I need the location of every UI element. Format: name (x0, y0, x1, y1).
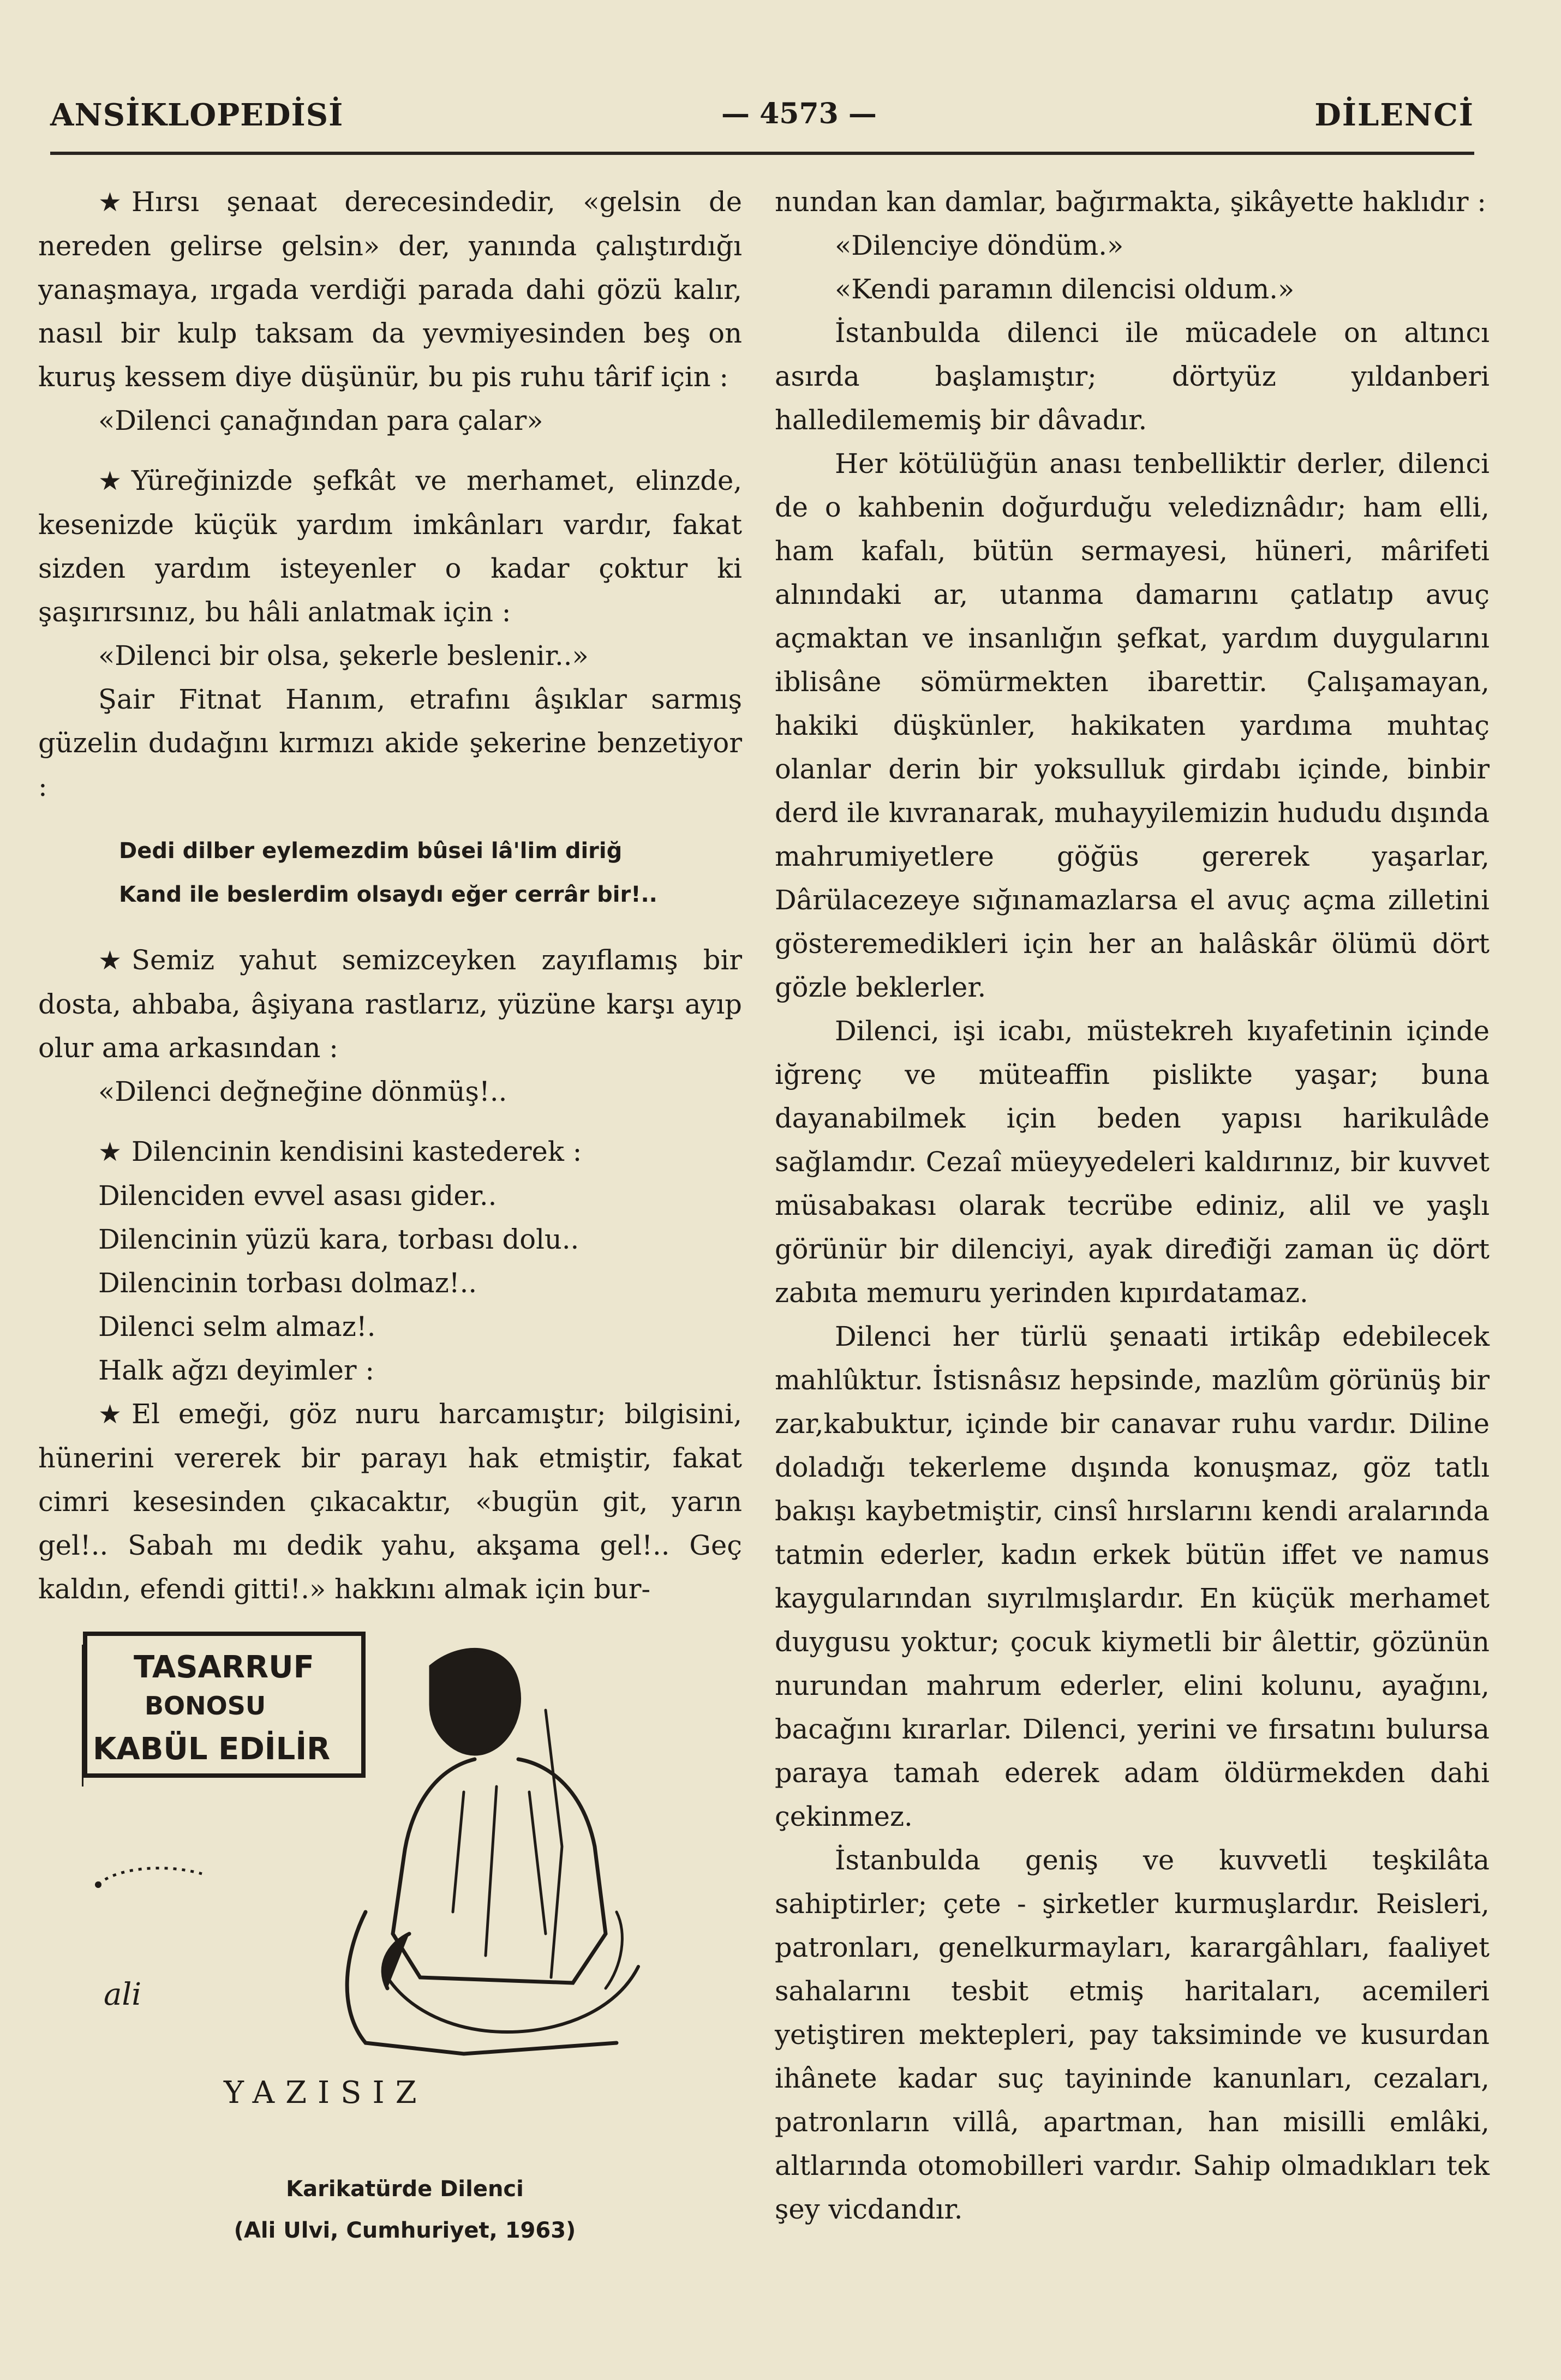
saying: Dilenci selm almaz!. (98, 1311, 376, 1342)
paragraph: ★ Dilencinin kendisini kastederek : (38, 1130, 742, 1174)
quote: «Dilenci değneğine dönmüş!.. (98, 1076, 507, 1107)
saying: Halk ağzı deyimler : (98, 1354, 374, 1386)
page-number: — 4573 — (721, 97, 877, 130)
running-head (50, 97, 1474, 135)
paragraph: Her kötülüğün anası tenbelliktir derler, dilenci de o kahbenin doğurduğu velediznâdır; ham elli, ham kafalı, bütün sermayesi, hüneri, mârifeti alnındaki ar, utanma damarını çatlatıp avuç açmaktan ve insanlığın şefkat, yardım duygularını iblisâne sömürmekten ibarettir. Çalışamayan, hakiki düşkünler, hakikaten yardıma muhtaç olanlar derin bir yoksulluk girdabı içinde, binbir derd ile kıvranarak, muhayyilemizin hududu dışında mahrumiyetlere göğüs gererek yaşarlar, Dârülacezeye sığınamazlarsa el avuç açma zilletini gösteremedikleri için her an halâskâr ölümü dört gözle beklerler. (775, 448, 1490, 1003)
poem-line: Kand ile beslerdim olsaydı eğer cerrâr bir!.. (119, 882, 657, 907)
cartoon-caption (50, 2168, 759, 2251)
cartoonist-signature: ali (104, 1977, 142, 2012)
header-rule (50, 152, 1474, 155)
saying: Dilenciden evvel asası gider.. (98, 1180, 497, 1212)
star-icon: ★ (98, 945, 122, 976)
star-icon: ★ (98, 1399, 122, 1430)
paragraph: ★ El emeği, göz nuru harcamıştır; bilgisini, hünerini vererek bir parayı hak etmiştir, fakat cimri kesesinden çıkacaktır, «bugün git, yarın gel!.. Sabah mı dedik yahu, akşama gel!.. Geç kaldın, efendi gitti!.» hakkını almak için bur- (38, 1392, 742, 1611)
left-column (38, 180, 742, 1611)
cartoon-word: YAZISIZ (224, 2075, 428, 2111)
saying: Dilencinin yüzü kara, torbası dolu.. (98, 1224, 579, 1255)
paragraph: ★ Semiz yahut semizceyken zayıflamış bir dosta, ahbaba, âşiyana rastlarız, yüzüne karşı ayıp olur ama arkasından : (38, 938, 742, 1070)
paragraph: İstanbulda dilenci ile mücadele on altıncı asırda başlamıştır; dörtyüz yıldanberi halledilememiş bir dâvadır. (775, 317, 1490, 436)
cartoon-illustration (82, 1628, 731, 2141)
star-icon: ★ (98, 1137, 122, 1167)
right-column (775, 180, 1490, 2231)
sign-line: KABÜL EDİLİR (93, 1731, 331, 1767)
quote: «Dilenci çanağından para çalar» (98, 405, 543, 436)
paragraph: nundan kan damlar, bağırmakta, şikâyette haklıdır : (775, 186, 1486, 218)
caption-title: Karikatürde Dilenci (286, 2177, 524, 2202)
quote: «Dilenciye döndüm.» (835, 230, 1124, 261)
sign-line: BONOSU (145, 1691, 266, 1720)
paragraph: İstanbulda geniş ve kuvvetli teşkilâta sahiptirler; çete - şirketler kurmuşlardır. Reisleri, patronları, genelkurmayları, karargâhları, faaliyet sahalarını tesbit etmiş haritaları, acemileri yetiştiren mektepleri, pay taksiminde ve kusurdan ihânete kadar suç tayininde kanunları, cezaları, patronların villâ, apartman, han misilli emlâki, altlarında otomobilleri vardır. Sahip olmadıkları tek şey vicdandır. (775, 1844, 1490, 2225)
header-entry-word: DİLENCİ (1314, 97, 1474, 133)
paragraph: ★ Yüreğinizde şefkât ve merhamet, elinzde, kesenizde küçük yardım imkânları vardır, fakat sizden yardım isteyenler o kadar çoktur ki şaşırırsınız, bu hâli anlatmak için : (38, 459, 742, 634)
paragraph: Dilenci her türlü şenaati irtikâp edebilecek mahlûktur. İstisnâsız hepsinde, mazlûm görünüş bir zar,kabuktur, içinde bir canavar ruhu vardır. Diline doladığı tekerleme dışında konuşmaz, göz tatlı bakışı kaybetmiştir, cinsî hırslarını kendi aralarında tatmin ederler, kadın erkek bütün iffet ve namus kaygularından sıyrılmışlardır. En küçük merhamet duygusu yoktur; çocuk kiymetli bir âlettir, gözünün nurundan mahrum ederler, elini kolunu, ayağını, bacağını kırarlar. Dilenci, yerini ve fırsatını bulursa paraya tamah ederek adam öldürmekden dahi çekinmez. (775, 1321, 1490, 1832)
sign-board (82, 1634, 363, 1787)
beggar-figure (347, 1650, 638, 2054)
poem (119, 829, 742, 916)
caption-source: (Ali Ulvi, Cumhuriyet, 1963) (234, 2218, 576, 2243)
saying: Dilencinin torbası dolmaz!.. (98, 1267, 477, 1299)
paragraph: ★ Hırsı şenaat derecesindedir, «gelsin de nereden gelirse gelsin» der, yanında çalıştırdığı yanaşmaya, ırgada verdiği parada dahi gözü kalır, nasıl bir kulp taksam da yevmiyesinden beş on kuruş kessem diye düşünür, bu pis ruhu târif için : (38, 180, 742, 399)
star-icon: ★ (98, 466, 122, 496)
paragraph: Şair Fitnat Hanım, etrafını âşıklar sarmış güzelin dudağını kırmızı akide şekerine benzetiyor : (38, 684, 742, 802)
coin-bowl (95, 1868, 202, 1888)
poem-line: Dedi dilber eylemezdim bûsei lâ'lim diriğ (119, 838, 623, 864)
header-encyclopedia: ANSİKLOPEDİSİ (50, 97, 344, 133)
sign-line: TASARRUF (134, 1650, 314, 1685)
paragraph: Dilenci, işi icabı, müstekreh kıyafetinin içinde iğrenç ve müteaffin pislikte yaşar; buna dayanabilmek için beden yapısı harikulâde sağlamdır. Cezaî müeyyedeleri kaldırınız, bir kuvvet müsabakası olarak tecrübe ediniz, alil ve yaşlı görünür bir dilenciyi, ayak diređiği zaman üç dört zabıta memuru yerinden kıpırdatamaz. (775, 1015, 1490, 1309)
quote: «Kendi paramın dilencisi oldum.» (835, 273, 1295, 305)
star-icon: ★ (98, 187, 122, 218)
quote: «Dilenci bir olsa, şekerle beslenir..» (98, 640, 589, 672)
